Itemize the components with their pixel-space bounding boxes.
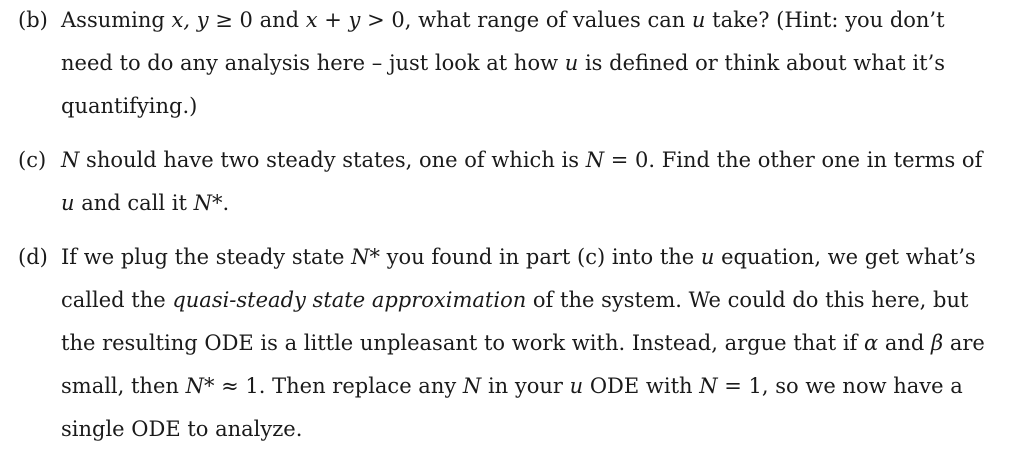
item-d-line: [61, 245, 976, 269]
item-b-line: [61, 8, 945, 32]
math-symbol: N: [462, 374, 482, 398]
text-run: +: [317, 8, 349, 32]
item-c-line: [61, 148, 982, 172]
text-run: ODE with: [583, 374, 700, 398]
text-run: Assuming: [61, 8, 172, 32]
text-run: should have two steady states, one of which is: [79, 148, 586, 172]
text-run: and call it: [74, 191, 194, 215]
text-run: * ≈ 1. Then replace any: [203, 374, 463, 398]
item-d-label: (d): [18, 245, 48, 269]
text-run: * you found in part (c) into the: [369, 245, 701, 269]
math-symbol: β: [931, 331, 944, 355]
text-run: and: [878, 331, 932, 355]
text-run: in your: [481, 374, 570, 398]
text-run: called the: [61, 288, 173, 312]
math-symbol: N: [61, 148, 80, 172]
item-b-line: [61, 94, 197, 118]
text-run: is defined or think about what it’s: [578, 51, 946, 75]
item-d-line: [61, 417, 302, 441]
math-symbol: N: [185, 374, 204, 398]
text-run: If we plug the steady state: [61, 245, 352, 269]
math-symbol: x, y: [171, 8, 209, 32]
text-run: take? (Hint: you don’t: [705, 8, 945, 32]
text-run: ≥ 0 and: [208, 8, 306, 32]
math-symbol: u: [569, 374, 584, 398]
math-symbol: N: [193, 191, 212, 215]
emphasized-term: quasi-steady state approximation: [172, 288, 527, 312]
item-b-label: (b): [18, 8, 48, 32]
item-d-line: [61, 288, 968, 312]
text-run: need to do any analysis here – just look at how: [61, 51, 565, 75]
math-symbol: x: [305, 8, 318, 32]
text-run: the resulting ODE is a little unpleasant to work with. Instead, argue that if: [61, 331, 864, 355]
text-run: = 0. Find the other one in terms of: [604, 148, 983, 172]
item-d-line: [61, 374, 963, 398]
math-symbol: u: [691, 8, 706, 32]
text-run: quantifying.): [61, 94, 198, 118]
math-symbol: u: [564, 51, 579, 75]
text-run: single ODE to analyze.: [61, 417, 303, 441]
item-c-label: (c): [18, 148, 47, 172]
math-symbol: α: [863, 331, 879, 355]
item-c-line: [61, 191, 229, 215]
item-b-line: [61, 51, 945, 75]
math-symbol: y: [348, 8, 361, 32]
math-symbol: u: [700, 245, 715, 269]
text-run: are: [943, 331, 985, 355]
text-run: > 0, what range of values can: [360, 8, 692, 32]
text-run: = 1, so we now have a: [717, 374, 963, 398]
item-d-line: [61, 331, 985, 355]
math-symbol: N: [585, 148, 605, 172]
math-symbol: N: [351, 245, 370, 269]
text-run: small, then: [61, 374, 186, 398]
math-symbol: N: [699, 374, 718, 398]
text-run: equation, we get what’s: [714, 245, 976, 269]
text-run: of the system. We could do this here, but: [526, 288, 969, 312]
text-run: *.: [211, 191, 230, 215]
math-symbol: u: [61, 191, 75, 215]
